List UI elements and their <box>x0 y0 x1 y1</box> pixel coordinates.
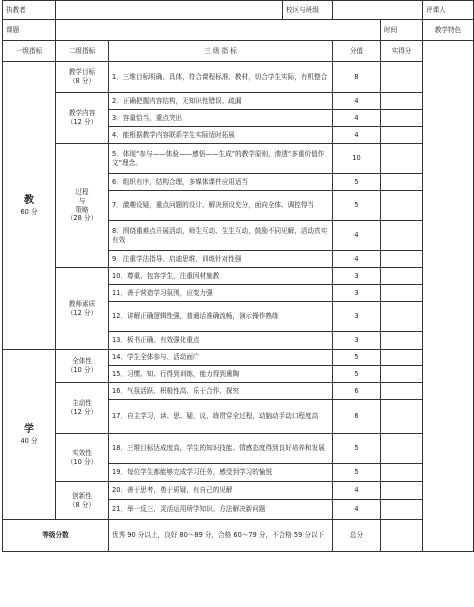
actual-score-cell[interactable] <box>381 251 423 268</box>
indicator-text: 3．容量恰当，重点突出 <box>109 110 333 127</box>
teach-goal-points: （8 分） <box>68 77 96 85</box>
indicator-text: 19．每位学生都能够完成学习任务，感受到学习的愉悦 <box>109 464 333 482</box>
actual-score-cell[interactable] <box>381 302 423 332</box>
indicator-score: 3 <box>333 332 381 350</box>
teach-content-points: （12 分） <box>66 118 98 126</box>
teacher-value[interactable] <box>56 1 283 20</box>
topic-value[interactable] <box>56 20 381 41</box>
indicator-score: 3 <box>333 302 381 332</box>
indicator-text: 11．善于营造学习氛围，应变力强 <box>109 285 333 302</box>
evaluation-table <box>2 0 474 552</box>
actual-score-cell[interactable] <box>381 400 423 434</box>
indicator-score: 5 <box>333 191 381 221</box>
learn-active-points: （12 分） <box>66 408 98 416</box>
indicator-score: 5 <box>333 434 381 464</box>
actual-score-cell[interactable] <box>381 285 423 302</box>
indicator-text: 6．组织有序，结构合理，多媒体课件应用适当 <box>109 174 333 191</box>
grade-text: 优秀 90 分以上，良好 80～89 分，合格 60～79 分，不合格 59 分以下 <box>109 520 333 552</box>
learn-effect-name: 实效性 <box>72 448 92 457</box>
actual-score-cell[interactable] <box>381 366 423 383</box>
indicator-text: 5．体现“参与——体验——感悟——生成”的教学原则，渗透“多重价值作文”理念。 <box>109 144 333 174</box>
learn-effect-points: （10 分） <box>66 457 98 466</box>
actual-score-cell[interactable] <box>381 464 423 482</box>
indicator-score: 4 <box>333 110 381 127</box>
indicator-score: 5 <box>333 174 381 191</box>
learn-creative-points: （8 分） <box>68 500 96 509</box>
total-label: 总分 <box>333 520 381 552</box>
indicator-text: 9．注重学法指导、启迪思维，训练针对性强 <box>109 251 333 268</box>
col-score: 分值 <box>333 41 381 62</box>
actual-score-cell[interactable] <box>381 350 423 366</box>
actual-score-cell[interactable] <box>381 383 423 400</box>
indicator-score: 4 <box>333 500 381 520</box>
class-value[interactable] <box>333 1 423 20</box>
learn-title: 学 <box>24 424 34 436</box>
teach-process-name: 与 <box>78 196 86 205</box>
teach-process-name: 策略 <box>75 205 89 214</box>
actual-score-cell[interactable] <box>381 221 423 251</box>
teach-content-name: 教学内容 <box>68 109 96 118</box>
teach-quality-points: （12 分） <box>66 308 98 317</box>
indicator-text: 20．善于思考，勇于质疑，有自己的见解 <box>109 482 333 500</box>
actual-score-cell[interactable] <box>381 174 423 191</box>
indicator-text: 18．三维目标达成度高，学生的知识技能、情感态度得到良好培养和发展 <box>109 434 333 464</box>
learn-active-name: 主动性 <box>72 399 92 408</box>
actual-score-cell[interactable] <box>381 144 423 174</box>
indicator-score: 5 <box>333 366 381 383</box>
teacher-label: 执教者 <box>3 1 56 20</box>
indicator-text: 8．围绕重难点开展活动，师生互动、生生互动，鼓励不同见解，活动真实有效 <box>109 221 333 251</box>
indicator-score: 3 <box>333 285 381 302</box>
indicator-text: 1．三维目标明确、具体，符合课程标准、教材，切合学生实际，有机整合 <box>109 62 333 93</box>
indicator-score: 4 <box>333 251 381 268</box>
learn-points: 40 分 <box>20 436 38 445</box>
actual-score-cell[interactable] <box>381 110 423 127</box>
indicator-score: 5 <box>333 464 381 482</box>
indicator-text: 16．气氛活跃、积极性高、乐于合作、探究 <box>109 383 333 400</box>
actual-score-cell[interactable] <box>381 191 423 221</box>
indicator-score: 4 <box>333 127 381 144</box>
learn-creative <box>56 482 109 520</box>
indicator-score: 3 <box>333 268 381 285</box>
teach-title: 教 <box>24 195 34 207</box>
actual-score-cell[interactable] <box>381 268 423 285</box>
teach-process <box>56 144 109 268</box>
teach-points: 60 分 <box>20 207 38 216</box>
feature-value[interactable] <box>423 41 474 552</box>
indicator-text: 14．学生全体参与、活动面广 <box>109 350 333 366</box>
learn-category <box>3 350 56 520</box>
actual-score-cell[interactable] <box>381 500 423 520</box>
teach-quality <box>56 268 109 350</box>
indicator-score: 8 <box>333 62 381 93</box>
indicator-text: 13．板书正确、有效强化重点 <box>109 332 333 350</box>
total-value[interactable] <box>381 520 474 552</box>
indicator-text: 2．正确把握内容结构，无知识性错误、疏漏 <box>109 93 333 110</box>
col-level2: 二级指标 <box>56 41 109 62</box>
feature-label: 教学特色 <box>423 20 474 41</box>
topic-label: 课题 <box>3 20 56 41</box>
class-label: 校区与班级 <box>283 1 333 20</box>
teach-goal-name: 教学目标 <box>68 68 96 77</box>
learn-creative-name: 创新性 <box>72 491 92 500</box>
teach-content <box>56 93 109 144</box>
indicator-text: 4．能根据教学内容联系学生实际适时拓展 <box>109 127 333 144</box>
indicator-score: 6 <box>333 400 381 434</box>
learn-effect <box>56 434 109 482</box>
teach-category <box>3 62 56 350</box>
col-level3: 三 级 指 标 <box>109 41 333 62</box>
indicator-text: 21．举一反三，灵活运用所学知识、方法解决新问题 <box>109 500 333 520</box>
indicator-score: 4 <box>333 482 381 500</box>
indicator-score: 4 <box>333 221 381 251</box>
indicator-score: 5 <box>333 350 381 366</box>
teach-process-points: （28 分） <box>66 214 98 223</box>
evaluator-label: 评课人 <box>423 1 474 20</box>
actual-score-cell[interactable] <box>381 93 423 110</box>
learn-whole-points: （10 分） <box>66 366 98 374</box>
actual-score-cell[interactable] <box>381 434 423 464</box>
teach-goal <box>56 62 109 93</box>
col-actual: 实得分 <box>381 41 423 62</box>
indicator-text: 15．习惯、知、行得到训练，能力得到熏陶 <box>109 366 333 383</box>
col-level1: 一级指标 <box>3 41 56 62</box>
time-label: 时间 <box>381 20 423 41</box>
actual-score-cell[interactable] <box>381 482 423 500</box>
indicator-score: 6 <box>333 383 381 400</box>
actual-score-cell[interactable] <box>381 332 423 350</box>
teach-quality-name: 教师素质 <box>68 299 96 308</box>
teach-process-name: 过程 <box>75 187 89 196</box>
indicator-score: 10 <box>333 144 381 174</box>
learn-whole-name: 全体性 <box>72 357 92 366</box>
actual-score-cell[interactable] <box>381 127 423 144</box>
learn-whole <box>56 350 109 383</box>
indicator-text: 12．讲解正确逻辑性强，普通话准确流畅，演示操作熟练 <box>109 302 333 332</box>
actual-score-cell[interactable] <box>381 62 423 93</box>
indicator-text: 17．自主学习，读、思、疑、议、练贯穿全过程，动脑动手动口程度高 <box>109 400 333 434</box>
indicator-text: 10．尊重、包容学生，注重因材施教 <box>109 268 333 285</box>
grade-label: 等级分数 <box>3 520 109 552</box>
indicator-score: 4 <box>333 93 381 110</box>
indicator-text: 7．激趣设疑，重点问题的设计、解决预设充分，面向全体、调控得当 <box>109 191 333 221</box>
learn-active <box>56 383 109 434</box>
